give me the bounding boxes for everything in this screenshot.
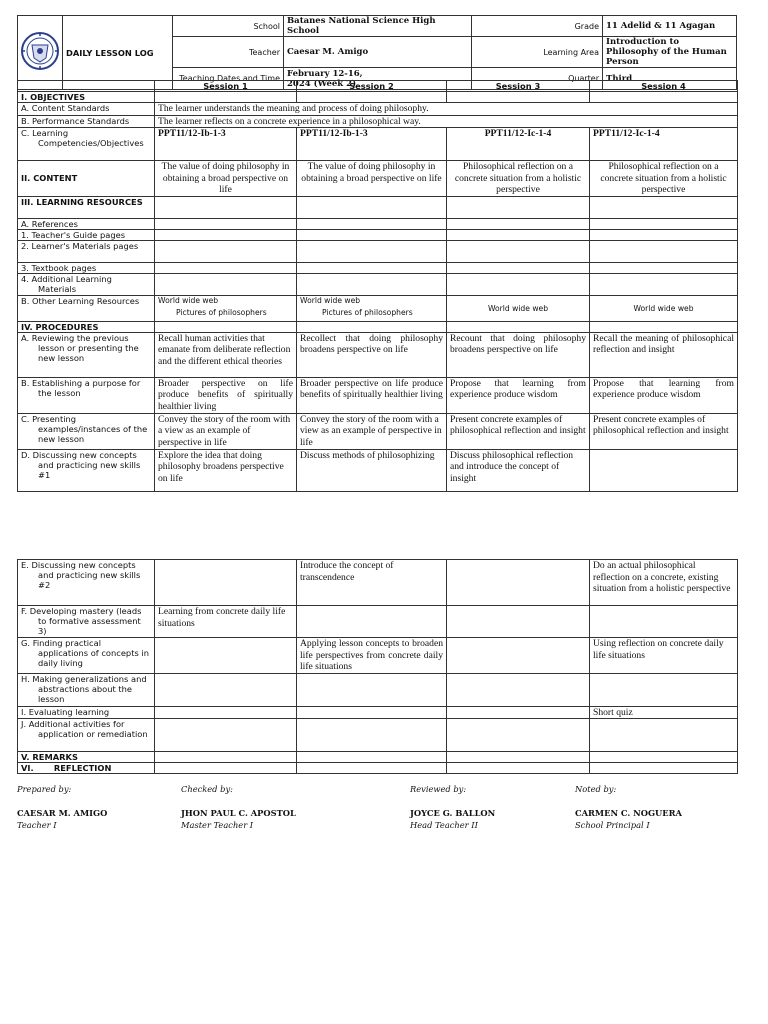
signatory-role: Prepared by: xyxy=(17,784,72,794)
teaching-dates-value: February 12-16, 2024 (Week 2) xyxy=(284,68,472,90)
textbook-pages-label: 3. Textbook pages xyxy=(18,262,155,273)
procedure-g-session-4: Using reflection on concrete daily life situations xyxy=(590,638,738,674)
procedure-b-session-3: Propose that learning from experience produce wisdom xyxy=(447,377,590,413)
signatory-name: CAESAR M. AMIGO xyxy=(17,808,108,818)
procedure-c-session-4: Present concrete examples of philosophical reflection and insight xyxy=(590,413,738,449)
procedure-e-session-2: Introduce the concept of transcendence xyxy=(297,560,447,606)
objectives-heading: I. OBJECTIVES xyxy=(18,92,155,103)
learning-area-label: Learning Area xyxy=(472,37,603,68)
procedure-d-session-3: Discuss philosophical reflection and introduce the concept of insight xyxy=(447,449,590,491)
school-value: Batanes National Science High School xyxy=(284,16,472,37)
other-resources-session-3: World wide web xyxy=(447,295,590,321)
procedure-f-session-1: Learning from concrete daily life situations xyxy=(155,606,297,638)
lesson-table-part2 xyxy=(17,559,738,774)
other-resources-session-4: World wide web xyxy=(590,295,738,321)
quarter-label: Quarter xyxy=(472,68,603,90)
procedure-e-label: E. Discussing new concepts and practicing new skills #2 xyxy=(18,560,155,606)
procedure-d-label: D. Discussing new concepts and practicing new skills #1 xyxy=(18,449,155,491)
procedure-e-session-1 xyxy=(155,560,297,606)
signatory-title: Teacher I xyxy=(17,820,57,830)
content-heading: II. CONTENT xyxy=(18,161,155,197)
procedure-i-session-2 xyxy=(297,706,447,719)
session-2-header: Session 2 xyxy=(297,81,447,92)
content-standards-text: The learner understands the meaning and process of doing philosophy. xyxy=(155,103,738,116)
signatory-title: Head Teacher II xyxy=(410,820,478,830)
procedure-g-session-1 xyxy=(155,638,297,674)
procedure-h-session-4 xyxy=(590,673,738,706)
session-4-header: Session 4 xyxy=(590,81,738,92)
procedure-e-session-3 xyxy=(447,560,590,606)
content-session-1: The value of doing philosophy in obtaining a broad perspective on life xyxy=(155,161,297,197)
deped-seal-icon xyxy=(20,31,60,71)
other-resources-label: B. Other Learning Resources xyxy=(18,295,155,321)
learning-area-value: Introduction to Philosophy of the Human Person xyxy=(603,37,737,68)
procedure-c-session-2: Convey the story of the room with a view as an example of perspective in life xyxy=(297,413,447,449)
competency-session-2: PPT11/12-Ib-1-3 xyxy=(297,128,447,161)
procedure-i-session-4: Short quiz xyxy=(590,706,738,719)
procedure-e-session-4: Do an actual philosophical reflection on a concrete, existing situation from a holistic perspective xyxy=(590,560,738,606)
performance-standards-text: The learner reflects on a concrete experience in a philosophical way. xyxy=(155,115,738,128)
grade-label: Grade xyxy=(472,16,603,37)
procedure-i-session-1 xyxy=(155,706,297,719)
procedure-f-label: F. Developing mastery (leads to formative assessment 3) xyxy=(18,606,155,638)
procedure-a-session-1: Recall human activities that emanate from deliberate reflection and the different ethical theories xyxy=(155,332,297,377)
corner-cell xyxy=(18,81,155,92)
teachers-guide-label: 1. Teacher's Guide pages xyxy=(18,229,155,240)
procedure-b-session-1: Broader perspective on life produce benefits of spiritually healthier living xyxy=(155,377,297,413)
procedure-b-session-2: Broader perspective on life produce benefits of spiritually healthier living xyxy=(297,377,447,413)
additional-materials-label: 4. Additional Learning Materials xyxy=(18,273,155,295)
procedure-b-label: B. Establishing a purpose for the lesson xyxy=(18,377,155,413)
content-session-3: Philosophical reflection on a concrete situation from a holistic perspective xyxy=(447,161,590,197)
procedure-a-session-3: Recount that doing philosophy broadens perspective on life xyxy=(447,332,590,377)
reflection-heading: VI. REFLECTION xyxy=(18,763,155,774)
signatory-role: Reviewed by: xyxy=(410,784,467,794)
signatory-title: School Principal I xyxy=(575,820,650,830)
header-table xyxy=(17,15,737,90)
content-session-2: The value of doing philosophy in obtaining a broad perspective on life xyxy=(297,161,447,197)
procedures-heading: IV. PROCEDURES xyxy=(18,321,155,332)
resource-line: Pictures of philosophers xyxy=(322,307,413,317)
procedure-c-session-1: Convey the story of the room with a view as an example of perspective in life xyxy=(155,413,297,449)
content-session-4: Philosophical reflection on a concrete situation from a holistic perspective xyxy=(590,161,738,197)
signatory-role: Checked by: xyxy=(181,784,233,794)
procedure-i-session-3 xyxy=(447,706,590,719)
procedure-a-session-2: Recollect that doing philosophy broadens perspective on life xyxy=(297,332,447,377)
procedure-h-session-3 xyxy=(447,673,590,706)
procedure-d-session-4 xyxy=(590,449,738,491)
content-standards-label: A. Content Standards xyxy=(18,103,155,116)
learners-materials-label: 2. Learner's Materials pages xyxy=(18,240,155,262)
references-label: A. References xyxy=(18,218,155,229)
teacher-label: Teacher xyxy=(173,37,284,68)
procedure-h-session-2 xyxy=(297,673,447,706)
learning-resources-heading: III. LEARNING RESOURCES xyxy=(18,196,155,218)
procedure-j-session-3 xyxy=(447,719,590,752)
procedure-f-session-3 xyxy=(447,606,590,638)
school-label: School xyxy=(173,16,284,37)
document-title: DAILY LESSON LOG xyxy=(63,16,173,90)
procedure-c-session-3: Present concrete examples of philosophical reflection and insight xyxy=(447,413,590,449)
resource-line: World wide web xyxy=(300,295,361,305)
lesson-table-part1 xyxy=(17,80,738,492)
signatory-title: Master Teacher I xyxy=(181,820,254,830)
procedure-d-session-2: Discuss methods of philosophizing xyxy=(297,449,447,491)
procedure-b-session-4: Propose that learning from experience produce wisdom xyxy=(590,377,738,413)
signatory-prepared xyxy=(17,784,107,830)
procedure-d-session-1: Explore the idea that doing philosophy broadens perspective on life xyxy=(155,449,297,491)
procedure-g-session-2: Applying lesson concepts to broaden life perspectives from concrete daily life situations xyxy=(297,638,447,674)
procedure-i-label: I. Evaluating learning xyxy=(18,706,155,719)
procedure-a-label: A. Reviewing the previous lesson or presenting the new lesson xyxy=(18,332,155,377)
signatory-role: Noted by: xyxy=(575,784,617,794)
procedure-h-label: H. Making generalizations and abstractions about the lesson xyxy=(18,673,155,706)
performance-standards-label: B. Performance Standards xyxy=(18,115,155,128)
competency-session-4: PPT11/12-Ic-1-4 xyxy=(590,128,738,161)
signatory-noted xyxy=(575,784,682,830)
procedure-g-session-3 xyxy=(447,638,590,674)
session-3-header: Session 3 xyxy=(447,81,590,92)
procedure-j-session-4 xyxy=(590,719,738,752)
quarter-value: Third xyxy=(603,68,737,90)
grade-value: 11 Adelid & 11 Agagan xyxy=(603,16,737,37)
other-resources-session-1 xyxy=(155,295,297,321)
procedure-j-label: J. Additional activities for application or remediation xyxy=(18,719,155,752)
session-1-header: Session 1 xyxy=(155,81,297,92)
signatory-checked xyxy=(181,784,296,830)
other-resources-session-2 xyxy=(297,295,447,321)
procedure-g-label: G. Finding practical applications of concepts in daily living xyxy=(18,638,155,674)
signatory-reviewed xyxy=(410,784,495,830)
procedure-f-session-4 xyxy=(590,606,738,638)
signatory-name: CARMEN C. NOGUERA xyxy=(575,808,682,818)
procedure-c-label: C. Presenting examples/instances of the new lesson xyxy=(18,413,155,449)
signatory-name: JOYCE G. BALLON xyxy=(410,808,496,818)
competency-session-3: PPT11/12-Ic-1-4 xyxy=(447,128,590,161)
teaching-dates-label: Teaching Dates and Time xyxy=(173,68,284,90)
signatory-name: JHON PAUL C. APOSTOL xyxy=(181,808,296,818)
procedure-j-session-1 xyxy=(155,719,297,752)
teacher-value: Caesar M. Amigo xyxy=(284,37,472,68)
procedure-f-session-2 xyxy=(297,606,447,638)
learning-competencies-label: C. Learning Competencies/Objectives xyxy=(18,128,155,161)
remarks-heading: V. REMARKS xyxy=(18,752,155,763)
procedure-j-session-2 xyxy=(297,719,447,752)
resource-line: World wide web xyxy=(158,295,219,305)
resource-line: Pictures of philosophers xyxy=(176,307,267,317)
procedure-h-session-1 xyxy=(155,673,297,706)
procedure-a-session-4: Recall the meaning of philosophical reflection and insight xyxy=(590,332,738,377)
competency-session-1: PPT11/12-Ib-1-3 xyxy=(155,128,297,161)
deped-seal xyxy=(18,16,63,90)
